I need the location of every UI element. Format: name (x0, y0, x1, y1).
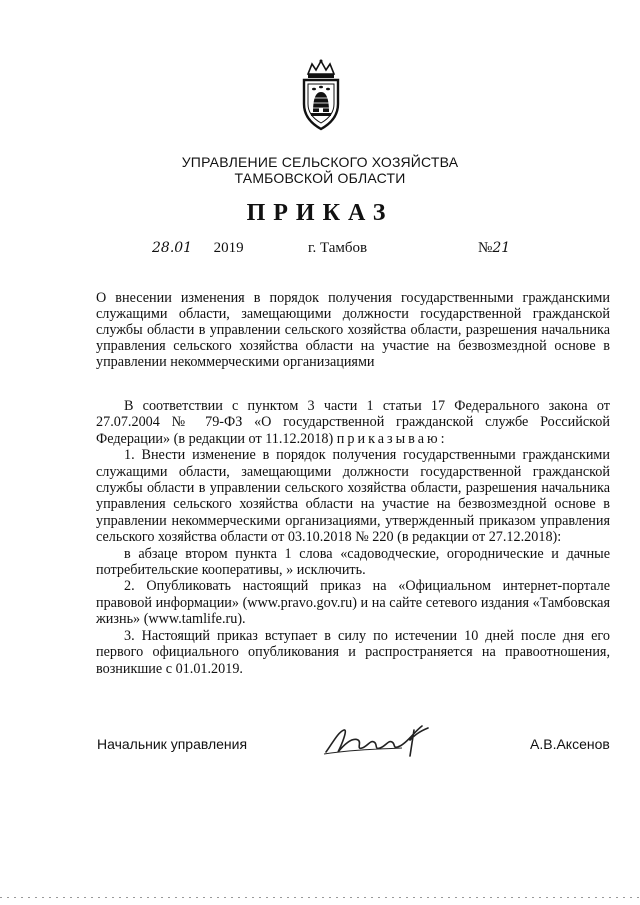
item-1-paragraph: 1. Внести изменение в порядок получения государственными гражданскими служащими области, замещающими должности государственной гражданской службы области в управлении сельского хозяйства области, разрешения начальника управления сельского хозяйства области на участие на безвозмездной основе в управлении некоммерческими организациями, утвержденный приказом управления сельского хозяйства области от 03.10.2018 № 220 (в редакции от 27.12.2018): (96, 447, 610, 546)
scan-artifact-line (0, 897, 640, 898)
handwritten-number: 21 (492, 240, 511, 256)
document-year: 2019 (213, 240, 244, 256)
order-word: приказываю: (336, 430, 448, 447)
signatory-name: А.В.Аксенов (530, 736, 610, 752)
coat-of-arms-emblem-icon (298, 58, 344, 132)
document-city: г. Тамбов (308, 240, 368, 256)
document-body (96, 398, 610, 677)
organization-name-line2: ТАМБОВСКОЙ ОБЛАСТИ (234, 170, 406, 186)
document-subject: О внесении изменения в порядок получения государственными гражданскими служащими области, замещающими должности государственной гражданской службы области в управлении сельского хозяйства области, разрешения начальника управления сельского хозяйства области на участие на безвозмездной основе в управлении некоммерческими организациями (96, 290, 610, 370)
organization-name-line1: УПРАВЛЕНИЕ СЕЛЬСКОГО ХОЗЯЙСТВА (181, 154, 459, 170)
item-1-sub-paragraph: в абзаце втором пункта 1 слова «садоводческие, огороднические и дачные потребительские кооперативы, » исключить. (96, 545, 610, 579)
signatory-position: Начальник управления (97, 736, 248, 752)
document-number (478, 240, 510, 257)
intro-text: В соответствии с пунктом 3 части 1 статьи 17 Федерального закона от 27.07.2004 № 79-ФЗ «О государственной гражданской службе Российской Федерации» (в редакции от 11.12.2018) (96, 398, 610, 447)
handwritten-date: 28.01 (152, 240, 193, 256)
intro-paragraph (96, 398, 610, 447)
handwritten-signature-icon (318, 722, 438, 762)
document-date (152, 240, 244, 257)
document-title: ПРИКАЗ (246, 200, 394, 226)
item-3-paragraph: 3. Настоящий приказ вступает в силу по истечении 10 дней после дня его первого официального опубликования и распространяется на правоотношения, возникшие с 01.01.2019. (96, 627, 610, 677)
number-sign: № (478, 240, 493, 256)
item-2-paragraph: 2. Опубликовать настоящий приказ на «Официальном интернет-портале правовой информации» (www.pravo.gov.ru) и на сайте сетевого издания «Тамбовская жизнь» (www.tamlife.ru). (96, 578, 610, 628)
